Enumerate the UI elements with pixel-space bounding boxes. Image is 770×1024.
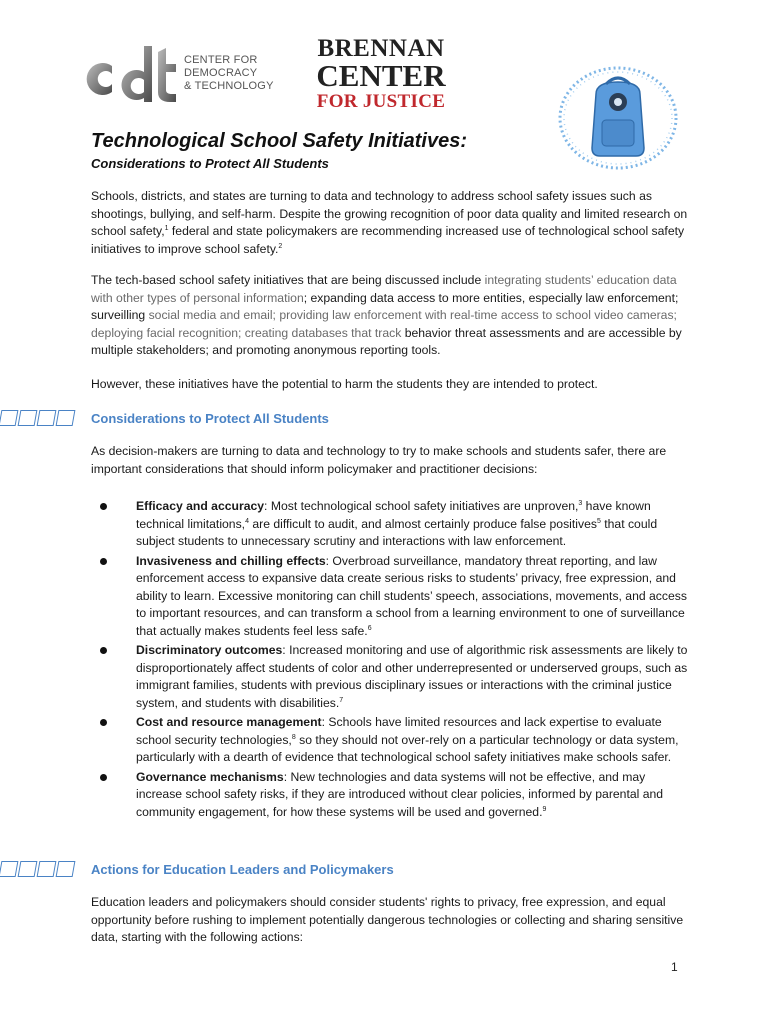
brennan-line-2: CENTER: [316, 58, 446, 93]
bullet-icon: [100, 558, 107, 565]
brennan-line-1: BRENNAN: [317, 35, 445, 62]
link-text[interactable]: integrating students’ education data with other types of personal information: [91, 273, 677, 305]
heading-glyph-boxes: [0, 861, 82, 877]
list-item: Discriminatory outcomes: Increased monitoring and use of algorithmic risk assessments are likely to disproportionately affect students of color and other underrepresented or underserved groups, such as immigrant families, students with previous disciplinary issues or interactions with the criminal justice system, and students with disabilities.$^7$: [91, 642, 691, 712]
link-text[interactable]: social media and email; providing law enforcement with real-time access to school video cameras; deploying facial recognition; creating databases that track: [91, 308, 677, 340]
document-title: Technological School Safety Initiatives:: [91, 130, 468, 152]
intro-paragraph-3: However, these initiatives have the potential to harm the students they are intended to protect.: [91, 377, 598, 391]
cdt-logo-mark: [86, 42, 180, 104]
cdt-logo-text: [184, 54, 274, 93]
footnote-ref[interactable]: 6: [367, 624, 372, 632]
section-heading-considerations: [0, 410, 329, 426]
section-heading-actions: [0, 861, 394, 877]
bullet-icon: [100, 503, 107, 510]
considerations-list: [91, 498, 691, 823]
cdt-line-2: DEMOCRACY: [184, 66, 258, 79]
brennan-line-3: FOR JUSTICE: [316, 91, 446, 112]
section2-intro: Education leaders and policymakers should consider students' rights to privacy, free expression, and equal opportunity before rushing to implement potentially dangerous technologies or collecting and sharing sensitive data, starting with the following actions:: [91, 895, 684, 944]
list-item: Governance mechanisms: New technologies and data systems will not be effective, and may increase school safety risks, if they are introduced without clear policies, informed by parental and community engagement, for how these systems will be used and governed.$^9$: [91, 769, 691, 822]
backpack-icon: [556, 64, 680, 172]
list-item: Invasiveness and chilling effects: Overbroad surveillance, mandatory threat reporting, and law enforcement access to expansive data create serious risks to students’ privacy, free expression, and ability to learn. Excessive monitoring can chill students’ speech, associations, movements, and access to important resources, and can transform a school from a learning environment to one of surveillance that actually makes students feel less safe.$^6$: [91, 553, 691, 641]
brennan-center-logo: [316, 36, 446, 113]
intro-paragraph-1: Schools, districts, and states are turning to data and technology to address school safety issues such as shootings, bullying, and self-harm. Despite the growing recognition of poor data quality and limited research on school safety,$^1$ federal and state policymakers are recommending increased use of technological school safety initiatives to improve school safety.$^2$: [91, 189, 688, 256]
bullet-icon: [100, 647, 107, 654]
list-item: Efficacy and accuracy: Most technological school safety initiatives are unproven,$^3$ have known technical limitations,$^4$ are difficult to audit, and almost certainly produce false positives$^5$ that could subject students to unnecessary scrutiny and interactions with law enforcement.: [91, 498, 691, 551]
page-number: 1: [671, 960, 678, 974]
section-heading-text: Actions for Education Leaders and Policymakers: [91, 861, 394, 877]
footnote-ref[interactable]: 1: [164, 224, 169, 232]
footnote-ref[interactable]: 9: [542, 805, 547, 813]
footnote-ref[interactable]: 4: [245, 517, 249, 525]
footnote-ref[interactable]: 8: [291, 733, 296, 741]
section-heading-text: Considerations to Protect All Students: [91, 410, 329, 426]
cdt-line-1: CENTER FOR: [184, 53, 258, 66]
intro-paragraph-2: The tech-based school safety initiatives that are being discussed include integrating students’ education data with other types of personal information; expanding data access to more entities, especially law enforcement; surveilling social media and email; providing law enforcement with real-time access to school video cameras; deploying facial recognition; creating databases that track behavior threat assessments and are accessible by multiple stakeholders; and promoting anonymous reporting tools.: [91, 273, 682, 357]
bullet-icon: [100, 719, 107, 726]
document-subtitle: Considerations to Protect All Students: [91, 156, 329, 171]
cdt-logo: [86, 42, 274, 104]
footnote-ref[interactable]: 2: [278, 242, 283, 250]
footnote-ref[interactable]: 7: [339, 696, 344, 704]
footnote-ref[interactable]: 5: [596, 517, 601, 525]
header-logos: [0, 0, 770, 125]
list-item: Cost and resource management: Schools have limited resources and lack expertise to evaluate school security technologies,$^8$ so they should not over-rely on a particular technology or data system, particularly with a dearth of evidence that technological school safety initiatives make schools safer.: [91, 714, 691, 767]
heading-glyph-boxes: [0, 410, 82, 426]
section1-intro: As decision-makers are turning to data and technology to try to make schools and students safer, there are important considerations that should inform policymaker and practitioner decisions:: [91, 444, 667, 476]
bullet-icon: [100, 774, 107, 781]
footnote-ref[interactable]: 3: [578, 499, 583, 507]
cdt-line-3: & TECHNOLOGY: [184, 79, 274, 92]
